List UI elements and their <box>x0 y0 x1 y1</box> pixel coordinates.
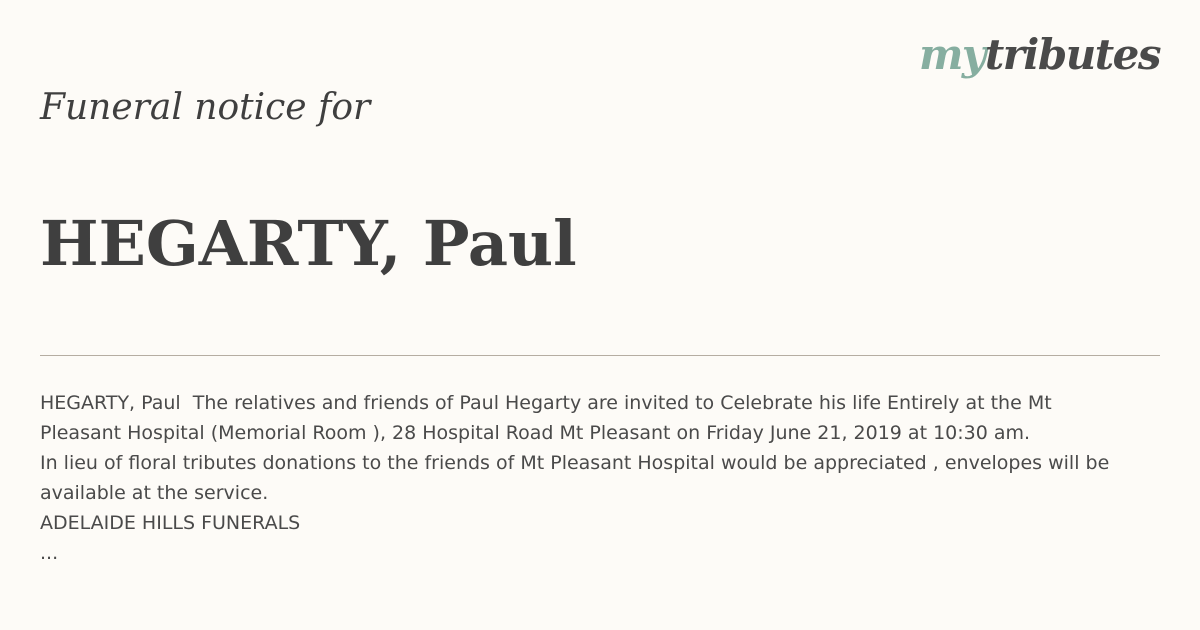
notice-type-label: Funeral notice for <box>40 87 371 128</box>
divider <box>40 355 1160 356</box>
logo-tributes-text: tributes <box>984 30 1160 79</box>
notice-funeral-director: ADELAIDE HILLS FUNERALS <box>40 512 301 534</box>
notice-paragraph-service: HEGARTY, Paul The relatives and friends of Paul Hegarty are invited to Celebrate his life Entirely at the Mt Pleasant Hospital (Memorial Room ), 28 Hospital Road Mt Pleasant on Friday June 21, 2019 at 10:30 am. <box>40 392 1058 444</box>
logo-my-text: my <box>918 30 985 79</box>
notice-paragraph-donations: In lieu of floral tributes donations to the friends of Mt Pleasant Hospital would be appreciated , envelopes will be available at the service. <box>40 452 1116 504</box>
notice-ellipsis: ... <box>40 542 59 564</box>
mytributes-logo[interactable] <box>919 30 1160 80</box>
notice-body <box>40 388 1120 568</box>
deceased-name: HEGARTY, Paul <box>40 207 577 280</box>
